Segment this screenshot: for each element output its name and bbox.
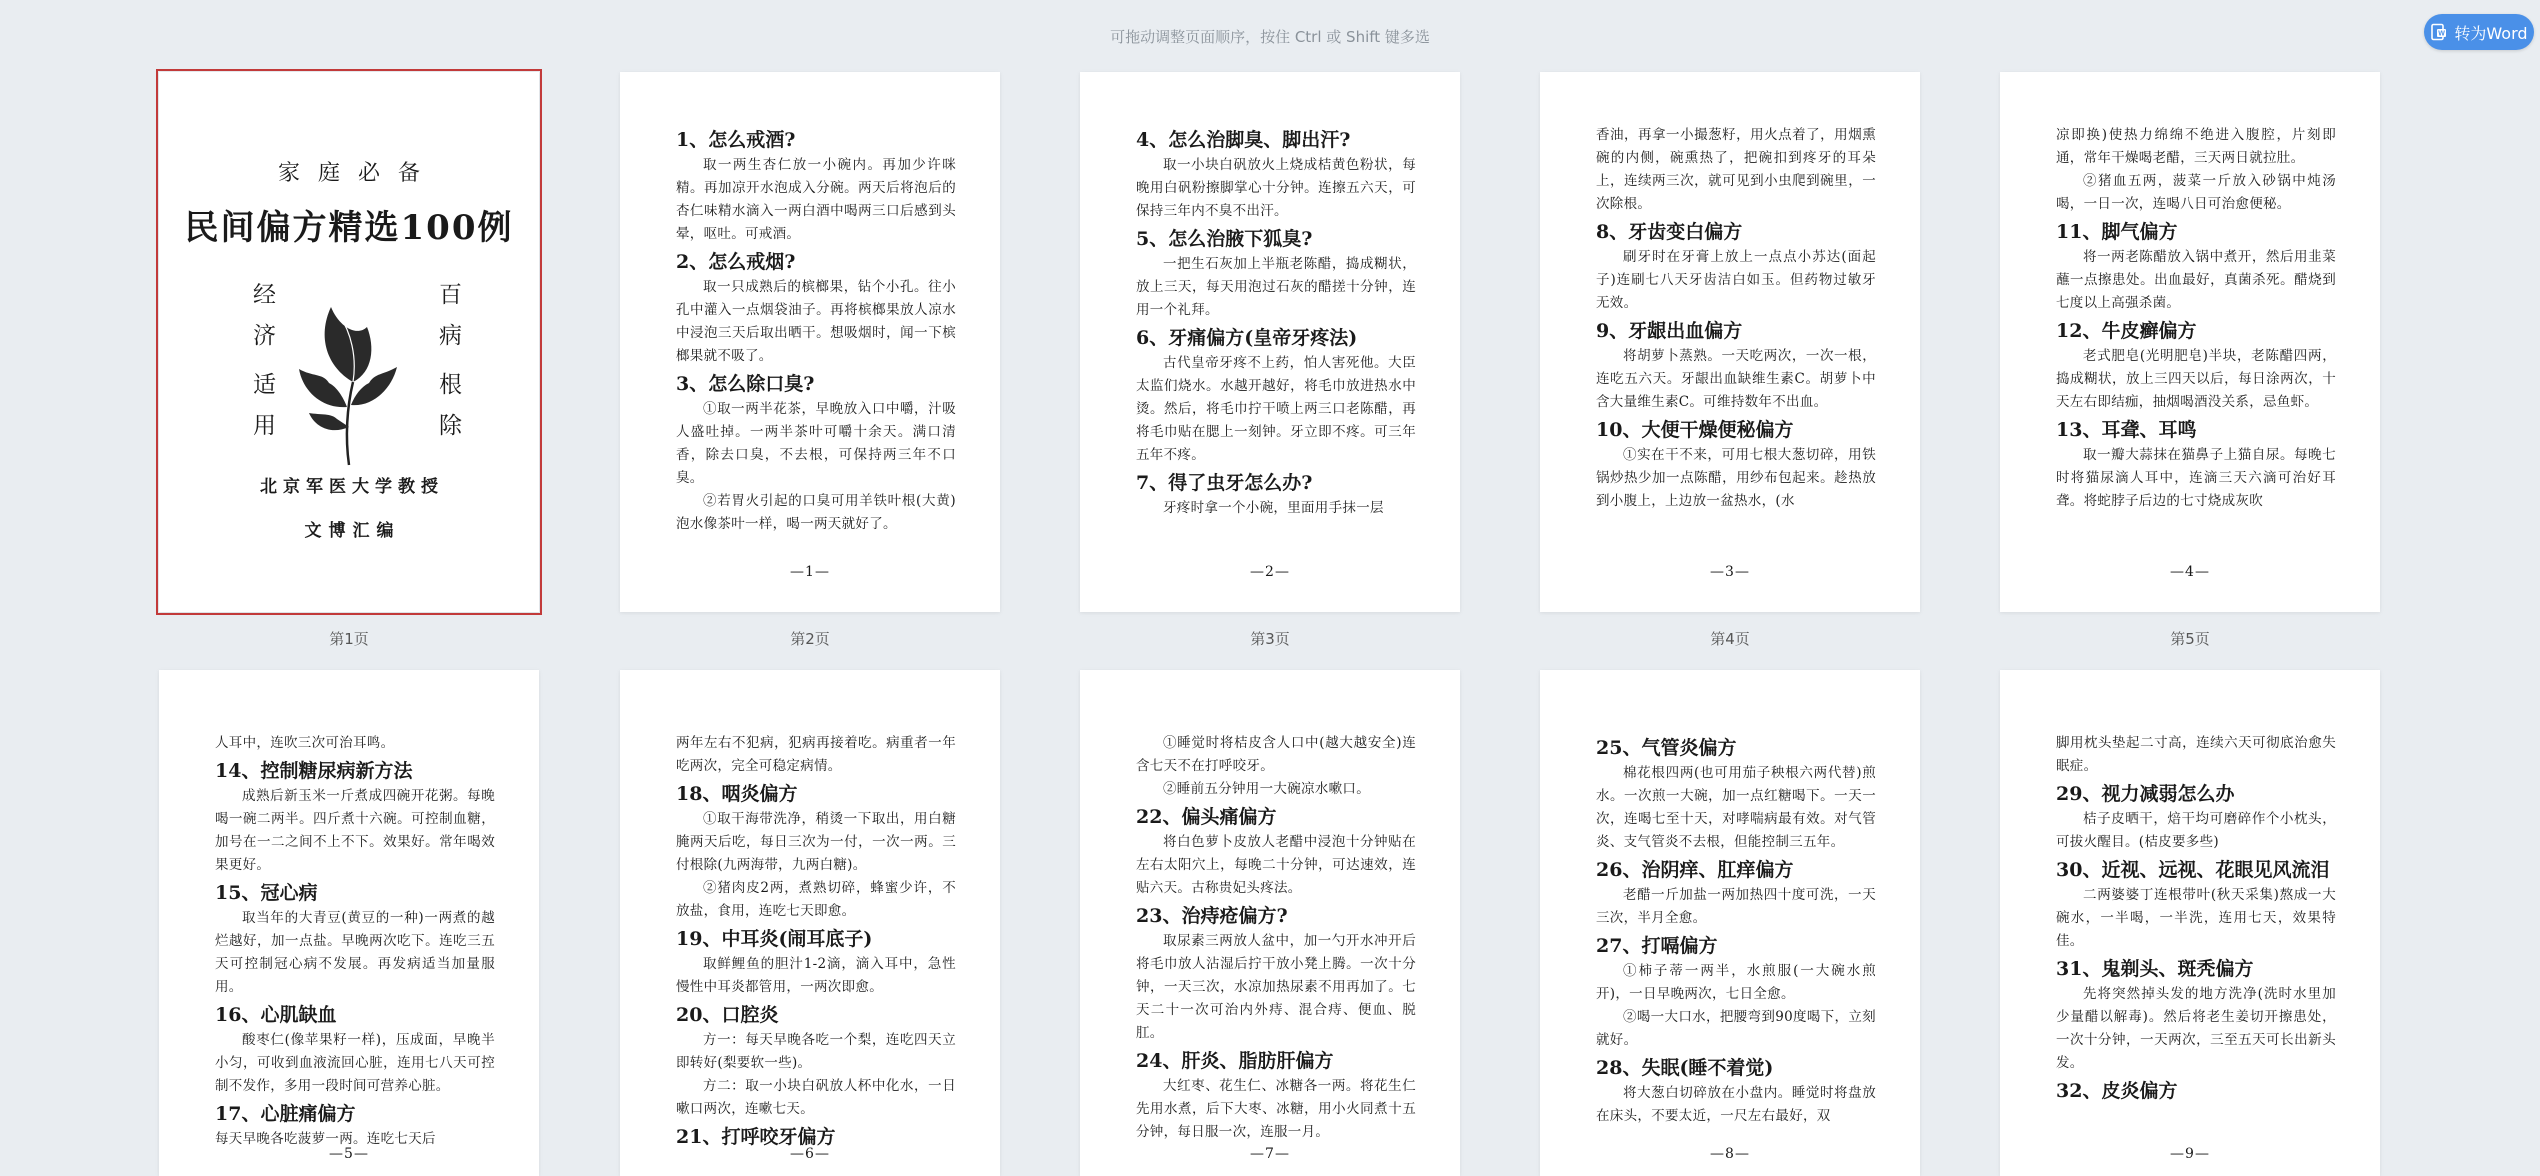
remedy-heading: 32、皮炎偏方 xyxy=(2056,1080,2178,1102)
remedy-paragraph: 将一两老陈醋放入锅中煮开，然后用韭菜蘸一点擦患处。出血最好，真菌杀死。醋烧到七度以上高强杀菌。 xyxy=(2056,249,2336,311)
remedy-heading: 17、心脏痛偏方 xyxy=(215,1103,356,1125)
page-content xyxy=(1540,670,1920,1128)
page-thumbnail-7[interactable] xyxy=(620,670,1000,1176)
convert-to-word-button[interactable] xyxy=(2424,14,2534,50)
page-number: —3— xyxy=(1710,564,1750,580)
remedy-paragraph: 人耳中，连吹三次可治耳鸣。 xyxy=(215,735,395,751)
remedy-paragraph: 二两婆婆丁连根带叶(秋天采集)熬成一大碗水，一半喝，一半洗，连用七天，效果特佳。 xyxy=(2056,887,2336,949)
cover-right-column-2 xyxy=(427,372,461,454)
remedy-paragraph: 取一只成熟后的槟榔果，钻个小孔。往小孔中灌入一点烟袋油子。再将槟榔果放人凉水中浸泡三天后取出晒干。想吸烟时，闻一下槟榔果就不吸了。 xyxy=(676,279,956,364)
remedy-paragraph: 老式肥皂(光明肥皂)半块，老陈醋四两，捣成糊状，放上三四天以后，每日涂两次，十天左右即结痂，抽烟喝酒没关系，忌鱼虾。 xyxy=(2056,348,2336,410)
page-thumbnail-2[interactable] xyxy=(620,72,1000,612)
remedy-heading: 27、打嗝偏方 xyxy=(1596,935,1718,957)
remedy-paragraph: 取尿素三两放人盆中，加一勺开水冲开后将毛巾放人沾湿后拧干放小凳上腾。一次十分钟，一天三次，水凉加热尿素不用再加了。七天二十一次可治内外痔、混合痔、便血、脱肛。 xyxy=(1136,933,1416,1041)
page-thumbnail-1[interactable] xyxy=(159,72,539,612)
remedy-paragraph: 将胡萝卜蒸熟。一天吃两次，一次一根，连吃五六天。牙龈出血缺维生素C。胡萝卜中含大量维生素C。可维持数年不出血。 xyxy=(1596,348,1876,410)
remedy-heading: 21、打呼咬牙偏方 xyxy=(676,1126,836,1148)
remedy-paragraph: 方二：取一小块白矾放人杯中化水，一日嗽口两次，连嗽七天。 xyxy=(676,1078,956,1117)
page-number: —5— xyxy=(329,1146,369,1162)
svg-text:W: W xyxy=(2438,30,2446,38)
remedy-paragraph: ②喝一大口水，把腰弯到90度喝下，立刻就好。 xyxy=(1596,1009,1876,1048)
remedy-heading: 4、怎么治脚臭、脚出汗? xyxy=(1136,129,1351,151)
reorder-hint: 可拖动调整页面顺序，按住 Ctrl 或 Shift 键多选 xyxy=(1110,28,1430,46)
page-content xyxy=(1080,72,1460,520)
remedy-paragraph: 古代皇帝牙疼不上药，怕人害死他。大臣太监们烧水。水越开越好，将毛巾放进热水中烫。然后，将毛巾拧干喷上两三口老陈醋，再将毛巾贴在腮上一刻钟。牙立即不疼。可三年五年不疼。 xyxy=(1136,355,1416,463)
remedy-paragraph: 牙疼时拿一个小碗，里面用手抹一层 xyxy=(1163,500,1384,516)
page-number: —8— xyxy=(1710,1146,1750,1162)
cover-left-column-1 xyxy=(241,282,275,364)
remedy-paragraph: 方一：每天早晚各吃一个梨，连吃四天立即转好(梨要软一些)。 xyxy=(676,1032,956,1071)
page-thumbnail-10[interactable] xyxy=(2000,670,2380,1176)
remedy-heading: 2、怎么戒烟? xyxy=(676,251,796,273)
page-label-2: 第2页 xyxy=(790,630,830,648)
page-number: —9— xyxy=(2170,1146,2210,1162)
cover-left-text-2: 适用 xyxy=(249,372,275,454)
page-content xyxy=(1540,72,1920,513)
remedy-paragraph: 先将突然掉头发的地方洗净(洗时水里加少量醋以解毒)。然后将老生姜切开擦患处，一次十分钟，一天两次，三至五天可长出新头发。 xyxy=(2056,986,2336,1071)
remedy-heading: 14、控制糖尿病新方法 xyxy=(215,760,413,782)
remedy-heading: 23、治痔疮偏方? xyxy=(1136,905,1288,927)
remedy-heading: 24、肝炎、脂肪肝偏方 xyxy=(1136,1050,1334,1072)
remedy-paragraph: 酸枣仁(像苹果籽一样)，压成面，早晚半小匀，可收到血液流回心脏，连用七八天可控制不发作，多用一段时间可营养心脏。 xyxy=(215,1032,495,1094)
remedy-heading: 12、牛皮癣偏方 xyxy=(2056,320,2197,342)
remedy-paragraph: 香油，再拿一小撮葱籽，用火点着了，用烟熏碗的内侧，碗熏热了，把碗扣到疼牙的耳朵上，连续两三次，就可见到小虫爬到碗里，一次除根。 xyxy=(1596,127,1876,212)
cover-right-text-2: 根除 xyxy=(435,372,461,454)
remedy-heading: 6、牙痛偏方(皇帝牙疼法) xyxy=(1136,327,1358,349)
page-content xyxy=(159,670,539,1151)
remedy-heading: 30、近视、远视、花眼见风流泪 xyxy=(2056,859,2330,881)
page-number: —1— xyxy=(790,564,830,580)
remedy-paragraph: 凉即换)使热力绵绵不绝进入腹腔，片刻即通，常年干燥喝老醋，三天两日就拉肚。 xyxy=(2056,127,2336,166)
remedy-heading: 22、偏头痛偏方 xyxy=(1136,806,1277,828)
remedy-paragraph: ②若胃火引起的口臭可用羊铁叶根(大黄)泡水像茶叶一样，喝一两天就好了。 xyxy=(676,493,956,532)
cover-publisher: 北京军医大学教授 xyxy=(260,477,444,497)
remedy-paragraph: 刷牙时在牙膏上放上一点点小苏达(面起子)连刷七八天牙齿洁白如玉。但药物过敏牙无效。 xyxy=(1596,249,1876,311)
remedy-paragraph: 取当年的大青豆(黄豆的一种)一两煮的越烂越好，加一点盐。早晚两次吃下。连吃三五天可控制冠心病不发展。再发病适当加量服用。 xyxy=(215,910,495,995)
remedy-heading: 29、视力减弱怎么办 xyxy=(2056,783,2235,805)
remedy-heading: 19、中耳炎(闹耳底子) xyxy=(676,928,873,950)
remedy-paragraph: ①睡觉时将桔皮含人口中(越大越安全)连含七天不在打呼咬牙。 xyxy=(1136,735,1416,774)
cover-editor: 文博汇编 xyxy=(304,521,401,541)
page-content xyxy=(620,72,1000,536)
remedy-heading: 28、失眠(睡不着觉) xyxy=(1596,1057,1774,1079)
remedy-paragraph: ①柿子蒂一两半，水煎服(一大碗水煎开)，一日早晚两次，七日全愈。 xyxy=(1596,963,1876,1002)
remedy-heading: 1、怎么戒酒? xyxy=(676,129,796,151)
remedy-paragraph: 脚用枕头垫起二寸高，连续六天可彻底治愈失眠症。 xyxy=(2056,735,2336,774)
remedy-paragraph: ②猪血五两，菠菜一斤放入砂锅中炖汤喝，一日一次，连喝八日可治愈便秘。 xyxy=(2056,173,2336,212)
remedy-heading: 25、气管炎偏方 xyxy=(1596,737,1737,759)
page-content xyxy=(1080,670,1460,1144)
remedy-paragraph: ①取一两半花茶，早晚放入口中嚼，汁吸人盛吐掉。一两半茶叶可嚼十余天。满口清香，除去口臭，不去根，可保持两三年不口臭。 xyxy=(676,401,956,486)
remedy-heading: 15、冠心病 xyxy=(215,882,318,904)
remedy-paragraph: 一把生石灰加上半瓶老陈醋，捣成糊状，放上三天，每天用泡过石灰的醋搓十分钟，连用一个礼拜。 xyxy=(1136,256,1416,318)
remedy-heading: 9、牙龈出血偏方 xyxy=(1596,320,1743,342)
remedy-paragraph: 取一小块白矾放火上烧成桔黄色粉状，每晚用白矾粉擦脚掌心十分钟。连擦五六天，可保持三年内不臭不出汗。 xyxy=(1136,157,1416,219)
remedy-heading: 10、大便干燥便秘偏方 xyxy=(1596,419,1794,441)
remedy-paragraph: ②猪肉皮2两，煮熟切碎，蜂蜜少许，不放盐，食用，连吃七天即愈。 xyxy=(676,880,956,919)
page-label-5: 第5页 xyxy=(2170,630,2210,648)
remedy-heading: 5、怎么治腋下狐臭? xyxy=(1136,228,1313,250)
remedy-paragraph: 桔子皮晒干，焙干均可磨碎作个小枕头，可拔火醒目。(桔皮要多些) xyxy=(2056,811,2336,850)
word-document-icon xyxy=(2430,23,2448,41)
remedy-heading: 11、脚气偏方 xyxy=(2056,221,2178,243)
page-content xyxy=(2000,72,2380,513)
page-number: —4— xyxy=(2170,564,2210,580)
remedy-heading: 31、鬼剃头、斑秃偏方 xyxy=(2056,958,2254,980)
page-thumbnail-9[interactable] xyxy=(1540,670,1920,1176)
page-label-1: 第1页 xyxy=(329,630,369,648)
page-thumbnail-8[interactable] xyxy=(1080,670,1460,1176)
cover-left-column-2 xyxy=(241,372,275,454)
remedy-heading: 3、怎么除口臭? xyxy=(676,373,815,395)
page-number: —2— xyxy=(1250,564,1290,580)
remedy-paragraph: 每天早晚各吃菠萝一两。连吃七天后 xyxy=(215,1131,436,1147)
page-thumbnail-6[interactable] xyxy=(159,670,539,1176)
remedy-paragraph: 将大葱白切碎放在小盘内。睡觉时将盘放在床头，不要太近，一尺左右最好，双 xyxy=(1596,1085,1876,1124)
cover-top-line: 家庭必备 xyxy=(277,161,438,186)
cover-right-column-1 xyxy=(427,282,461,364)
remedy-heading: 16、心肌缺血 xyxy=(215,1004,337,1026)
page-thumbnail-5[interactable] xyxy=(2000,72,2380,612)
remedy-paragraph: 取一两生杏仁放一小碗内。再加少许咪精。再加凉开水泡成入分碗。两天后将泡后的杏仁味精水滴入一两白酒中喝两三口后感到头晕，呕吐。可戒酒。 xyxy=(676,157,956,242)
remedy-paragraph: 老醋一斤加盐一两加热四十度可洗，一天三次，半月全愈。 xyxy=(1596,887,1876,926)
page-label-3: 第3页 xyxy=(1250,630,1290,648)
convert-to-word-label: 转为Word xyxy=(2454,23,2528,43)
cover-right-text-1: 百病 xyxy=(435,282,461,364)
remedy-heading: 18、咽炎偏方 xyxy=(676,783,798,805)
remedy-paragraph: 取一瓣大蒜抹在猫鼻子上猫自尿。每晚七时将猫尿滴人耳中，连滴三天六滴可治好耳聋。将蛇脖子后边的七寸烧成灰吹 xyxy=(2056,447,2336,509)
remedy-paragraph: ①实在干不来，可用七根大葱切碎，用铁锅炒热少加一点陈醋，用纱布包起来。趁热放到小腹上，上边放一盆热水，(水 xyxy=(1596,447,1876,509)
remedy-heading: 8、牙齿变白偏方 xyxy=(1596,221,1743,243)
remedy-paragraph: ②睡前五分钟用一大碗凉水嗽口。 xyxy=(1163,781,1370,797)
page-label-4: 第4页 xyxy=(1710,630,1750,648)
chrysanthemum-leaf-icon xyxy=(287,287,411,467)
remedy-heading: 20、口腔炎 xyxy=(676,1004,779,1026)
remedy-paragraph: 取鲜鲤鱼的胆汁1-2滴，滴入耳中，急性慢性中耳炎都管用，一两次即愈。 xyxy=(676,956,956,995)
remedy-paragraph: 棉花根四两(也可用茄子秧根六两代替)煎水。一次煎一大碗，加一点红糖喝下。一天一次，连喝七至十天，对哮喘病最有效。对气管炎、支气管炎不去根，但能控制三五年。 xyxy=(1596,765,1876,850)
remedy-paragraph: ①取干海带洗净，稍烫一下取出，用白糖腌两天后吃，每日三次为一付，一次一两。三付根除(九两海带，九两白糖)。 xyxy=(676,811,956,873)
remedy-heading: 13、耳聋、耳鸣 xyxy=(2056,419,2197,441)
remedy-heading: 7、得了虫牙怎么办? xyxy=(1136,472,1313,494)
page-number: —7— xyxy=(1250,1146,1290,1162)
page-number: —6— xyxy=(790,1146,830,1162)
page-thumbnail-4[interactable] xyxy=(1540,72,1920,612)
page-content xyxy=(2000,670,2380,1105)
cover-left-text-1: 经济 xyxy=(249,282,275,364)
page-thumbnail-3[interactable] xyxy=(1080,72,1460,612)
page-content xyxy=(620,670,1000,1151)
remedy-paragraph: 将白色萝卜皮放人老醋中浸泡十分钟贴在左右太阳穴上，每晚二十分钟，可达速效，连贴六天。古称贵妃头疼法。 xyxy=(1136,834,1416,896)
remedy-paragraph: 成熟后新玉米一斤煮成四碗开花粥。每晚喝一碗二两半。四斤煮十六碗。可控制血糖，加号在一二之间不上不下。效果好。常年喝效果更好。 xyxy=(215,788,495,873)
remedy-paragraph: 两年左右不犯病，犯病再接着吃。病重者一年吃两次，完全可稳定病情。 xyxy=(676,735,956,774)
cover-title: 民间偏方精选100例 xyxy=(184,208,514,248)
remedy-heading: 26、治阴痒、肛痒偏方 xyxy=(1596,859,1794,881)
remedy-paragraph: 大红枣、花生仁、冰糖各一两。将花生仁先用水煮，后下大枣、冰糖，用小火同煮十五分钟，每日服一次，连服一月。 xyxy=(1136,1078,1416,1140)
